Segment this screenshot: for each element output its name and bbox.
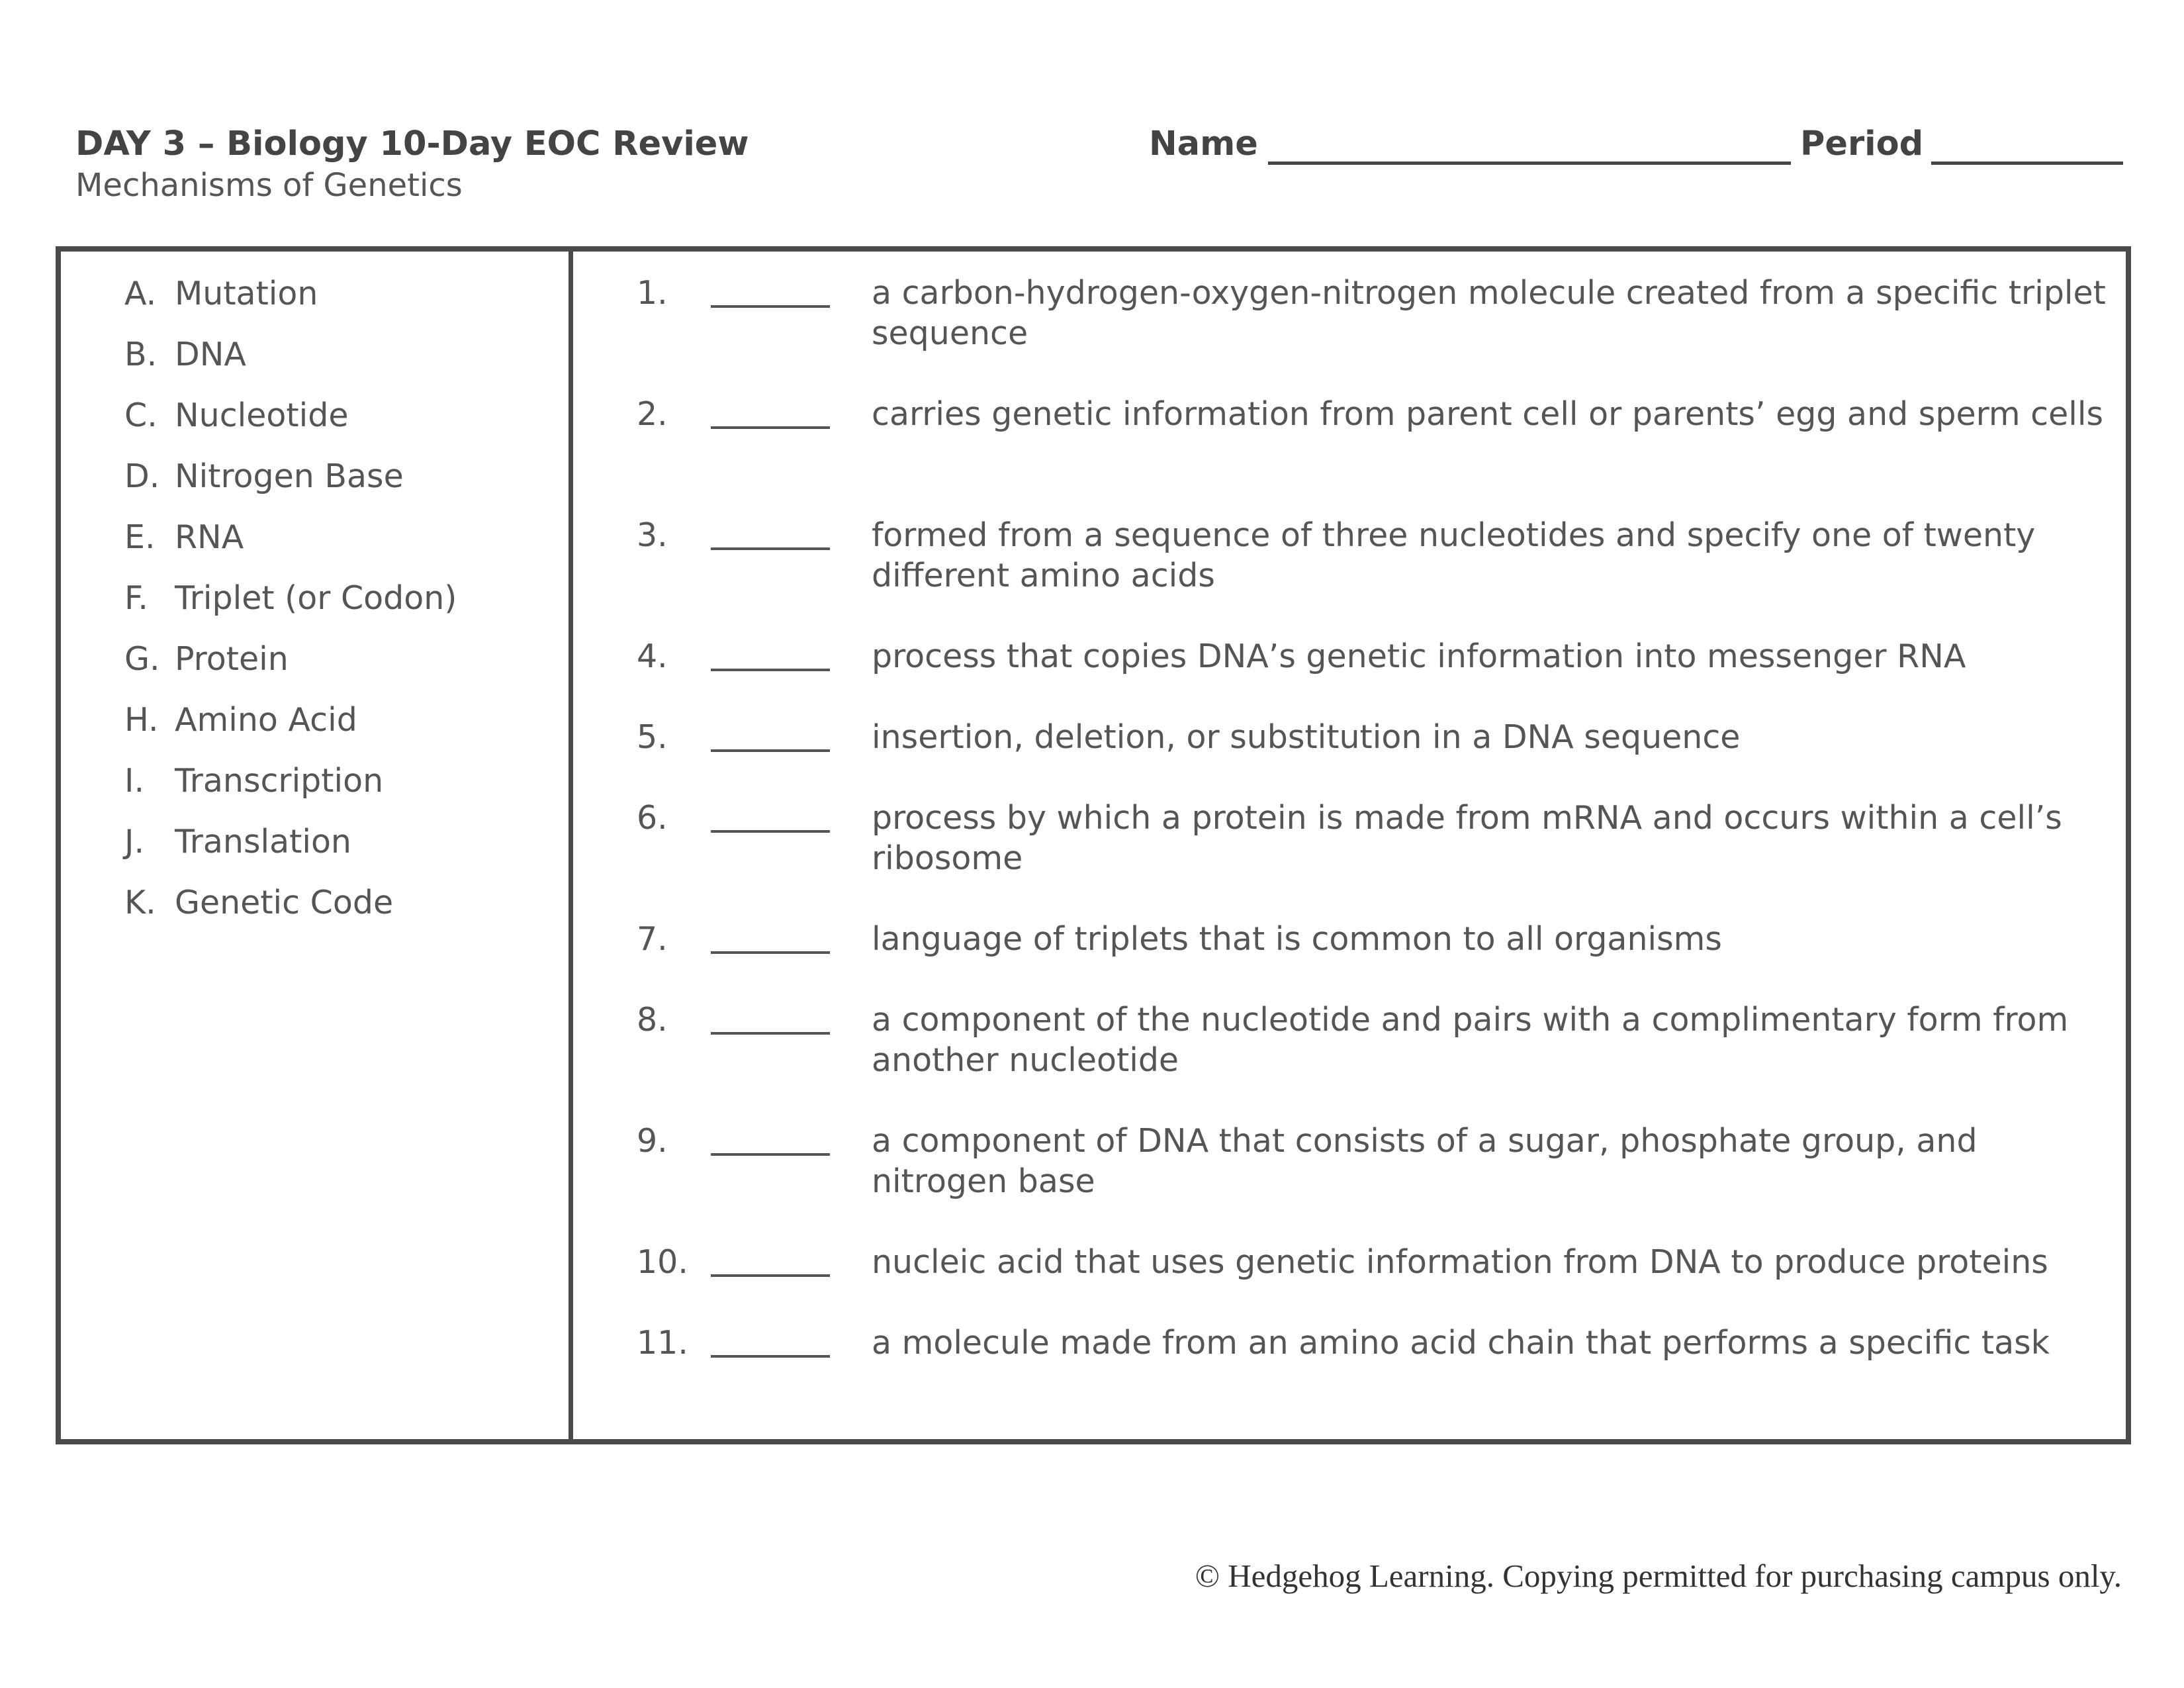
answer-blank[interactable] <box>711 1153 830 1156</box>
question-number: 4. <box>637 637 668 675</box>
period-label: Period <box>1800 124 1924 164</box>
term-text: Nucleotide <box>175 397 349 434</box>
answer-blank[interactable] <box>711 1274 830 1277</box>
question-item <box>637 1242 2119 1323</box>
question-item <box>637 1323 2119 1403</box>
question-text: insertion, deletion, or substitution in a DNA sequence <box>872 718 1741 756</box>
term-letter: J. <box>124 823 145 861</box>
term-item <box>124 273 457 334</box>
question-number: 3. <box>637 516 668 554</box>
answer-blank[interactable] <box>711 951 830 954</box>
question-item <box>637 273 2119 394</box>
term-letter: K. <box>124 884 156 921</box>
term-text: Mutation <box>175 275 318 312</box>
question-text: language of triplets that is common to all organisms <box>872 920 1722 958</box>
question-item <box>637 798 2119 919</box>
question-text: a molecule made from an amino acid chain that performs a specific task <box>872 1324 2050 1362</box>
term-text: Transcription <box>175 762 384 800</box>
term-item <box>124 882 457 943</box>
answer-blank[interactable] <box>711 1355 830 1358</box>
name-blank[interactable] <box>1268 162 1791 165</box>
worksheet-header <box>75 123 749 205</box>
question-item <box>637 717 2119 798</box>
question-item <box>637 919 2119 1000</box>
term-item <box>124 760 457 821</box>
term-letter: B. <box>124 336 158 373</box>
question-number: 11. <box>637 1324 688 1362</box>
question-number: 1. <box>637 274 668 312</box>
question-number: 6. <box>637 799 668 837</box>
term-text: Amino Acid <box>175 701 357 739</box>
term-item <box>124 516 457 577</box>
question-item <box>637 636 2119 717</box>
question-text: process by which a protein is made from mRNA and occurs within a cell’s ribosome <box>872 799 2062 877</box>
term-text: RNA <box>175 518 244 556</box>
term-text: Genetic Code <box>175 884 394 921</box>
term-item <box>124 334 457 395</box>
term-list <box>124 273 457 943</box>
question-item <box>637 1121 2119 1242</box>
answer-blank[interactable] <box>711 669 830 671</box>
term-letter: F. <box>124 579 148 617</box>
term-letter: H. <box>124 701 159 739</box>
question-number: 9. <box>637 1122 668 1160</box>
term-letter: E. <box>124 518 156 556</box>
term-text: Translation <box>175 823 351 861</box>
student-info <box>1149 123 2123 165</box>
term-letter: G. <box>124 640 160 678</box>
term-text: Triplet (or Codon) <box>175 579 457 617</box>
term-text: Protein <box>175 640 289 678</box>
term-item <box>124 455 457 516</box>
answer-blank[interactable] <box>711 426 830 429</box>
question-text: a carbon-hydrogen-oxygen-nitrogen molecule created from a specific triplet sequence <box>872 274 2106 352</box>
question-list <box>637 273 2119 1403</box>
term-text: DNA <box>175 336 246 373</box>
name-label: Name <box>1149 124 1258 164</box>
answer-blank[interactable] <box>711 547 830 550</box>
question-item <box>637 394 2119 515</box>
term-item <box>124 577 457 638</box>
question-number: 10. <box>637 1243 688 1281</box>
question-text: nucleic acid that uses genetic information from DNA to produce proteins <box>872 1243 2048 1281</box>
column-divider <box>569 246 573 1444</box>
question-text: process that copies DNA’s genetic information into messenger RNA <box>872 637 1966 675</box>
term-letter: D. <box>124 457 160 495</box>
question-text: a component of the nucleotide and pairs with a complimentary form from another nucleotide <box>872 1001 2069 1079</box>
question-item <box>637 1000 2119 1121</box>
answer-blank[interactable] <box>711 749 830 752</box>
term-letter: C. <box>124 397 158 434</box>
question-number: 7. <box>637 920 668 958</box>
term-item <box>124 821 457 882</box>
question-number: 8. <box>637 1001 668 1039</box>
term-item <box>124 395 457 455</box>
question-number: 2. <box>637 395 668 433</box>
answer-blank[interactable] <box>711 1032 830 1035</box>
question-text: a component of DNA that consists of a sugar, phosphate group, and nitrogen base <box>872 1122 1978 1200</box>
question-number: 5. <box>637 718 668 756</box>
term-letter: A. <box>124 275 157 312</box>
period-blank[interactable] <box>1931 162 2123 165</box>
copyright-footer: © Hedgehog Learning. Copying permitted for purchasing campus only. <box>1195 1558 2122 1594</box>
page-subtitle: Mechanisms of Genetics <box>75 167 463 204</box>
answer-blank[interactable] <box>711 305 830 308</box>
question-text: formed from a sequence of three nucleotides and specify one of twenty different amino acids <box>872 516 2036 594</box>
question-item <box>637 515 2119 636</box>
question-text: carries genetic information from parent cell or parents’ egg and sperm cells <box>872 395 2104 433</box>
term-item <box>124 638 457 699</box>
answer-blank[interactable] <box>711 830 830 833</box>
page-title: DAY 3 – Biology 10-Day EOC Review <box>75 124 749 164</box>
term-text: Nitrogen Base <box>175 457 404 495</box>
term-item <box>124 699 457 760</box>
term-letter: I. <box>124 762 145 800</box>
